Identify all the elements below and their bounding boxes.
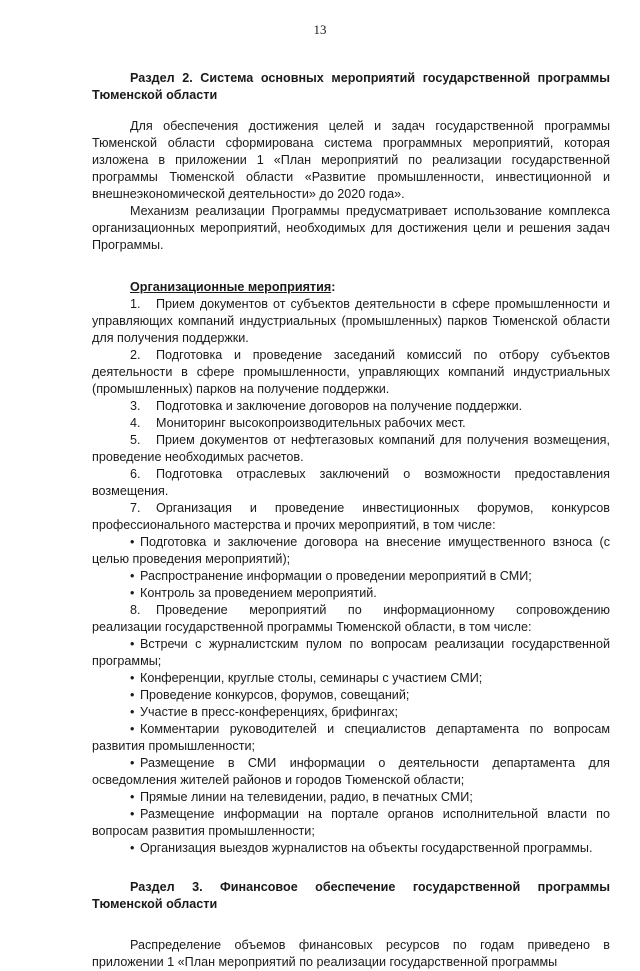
section2-paragraph-2: Механизм реализации Программы предусматривает использование комплекса организационных мероприятий, необходимых для достижения цели и решения задач Программы. [92, 204, 610, 252]
section3-paragraph: Распределение объемов финансовых ресурсов по годам приведено в приложении 1 «План мероприятий по реализации государственной программы [92, 938, 610, 969]
list-item: 4. Мониторинг высокопроизводительных рабочих мест. [130, 416, 466, 430]
list-item: 1. Прием документов от субъектов деятельности в сфере промышленности и управляющих компаний индустриальных (промышленных) парков Тюменской области для получения поддержки. [92, 297, 610, 345]
org-measures-title-text: Организационные мероприятия [130, 280, 332, 294]
bullet-item: • Подготовка и заключение договора на внесение имущественного взноса (с целью проведения мероприятий); [92, 535, 610, 566]
bullet-item: • Размещение информации на портале органов исполнительной власти по вопросам развития промышленности; [92, 807, 610, 838]
page-number: 13 [313, 22, 327, 37]
list-item: 6. Подготовка отраслевых заключений о возможности предоставления возмещения. [92, 467, 610, 498]
bullet-item: • Комментарии руководителей и специалистов департамента по вопросам развития промышленности; [92, 722, 610, 753]
bullet-icon: • [130, 705, 135, 719]
bullet-item: • Размещение в СМИ информации о деятельности департамента для осведомления жителей районов и городов Тюменской области; [92, 756, 610, 787]
bullet-icon: • [130, 807, 135, 821]
section2-heading: Раздел 2. Система основных мероприятий государственной программы Тюменской области [92, 71, 610, 102]
section3-heading: Раздел 3. Финансовое обеспечение государственной программы Тюменской области [92, 880, 610, 911]
bullet-item: • Проведение конкурсов, форумов, совещаний; [130, 688, 410, 702]
bullet-icon: • [130, 569, 135, 583]
bullet-item: • Организация выездов журналистов на объекты государственной программы. [130, 841, 593, 855]
bullet-icon: • [130, 841, 135, 855]
bullet-icon: • [130, 637, 135, 651]
list-item: 3. Подготовка и заключение договоров на получение поддержки. [130, 399, 523, 413]
bullet-item: • Контроль за проведением мероприятий. [130, 586, 377, 600]
org-measures-title-colon: : [331, 280, 336, 294]
list-item: 5. Прием документов от нефтегазовых компаний для получения возмещения, проведение необходимых расчетов. [92, 433, 610, 464]
list-item: 7. Организация и проведение инвестиционных форумов, конкурсов профессионального мастерства и прочих мероприятий, в том числе: [92, 501, 610, 532]
bullet-item: • Конференции, круглые столы, семинары с участием СМИ; [130, 671, 483, 685]
bullet-item: • Участие в пресс-конференциях, брифингах; [130, 705, 398, 719]
section2-paragraph-1: Для обеспечения достижения целей и задач государственной программы Тюменской области сформирована система программных мероприятий, которая изложена в приложении 1 «План мероприятий по реализации государственной программы Тюменской области «Развитие промышленности, инвестиционной и внешнеэкономической деятельности» до 2020 года». [92, 119, 610, 201]
bullet-icon: • [130, 586, 135, 600]
bullet-icon: • [130, 790, 135, 804]
bullet-icon: • [130, 756, 135, 770]
bullet-icon: • [130, 722, 135, 736]
document-body [92, 70, 610, 971]
bullet-icon: • [130, 535, 135, 549]
list-item: 8. Проведение мероприятий по информационному сопровождению реализации государственной программы Тюменской области, в том числе: [92, 603, 610, 634]
org-measures-title [92, 279, 610, 296]
bullet-item: • Распространение информации о проведении мероприятий в СМИ; [130, 569, 532, 583]
bullet-icon: • [130, 671, 135, 685]
bullet-item: • Прямые линии на телевидении, радио, в печатных СМИ; [130, 790, 473, 804]
list-item: 2. Подготовка и проведение заседаний комиссий по отбору субъектов деятельности в сфере промышленности, управляющих компаний индустриальных (промышленных) парков на получение поддержки. [92, 348, 610, 396]
bullet-item: • Встречи с журналистским пулом по вопросам реализации государственной программы; [92, 637, 610, 668]
bullet-icon: • [130, 688, 135, 702]
